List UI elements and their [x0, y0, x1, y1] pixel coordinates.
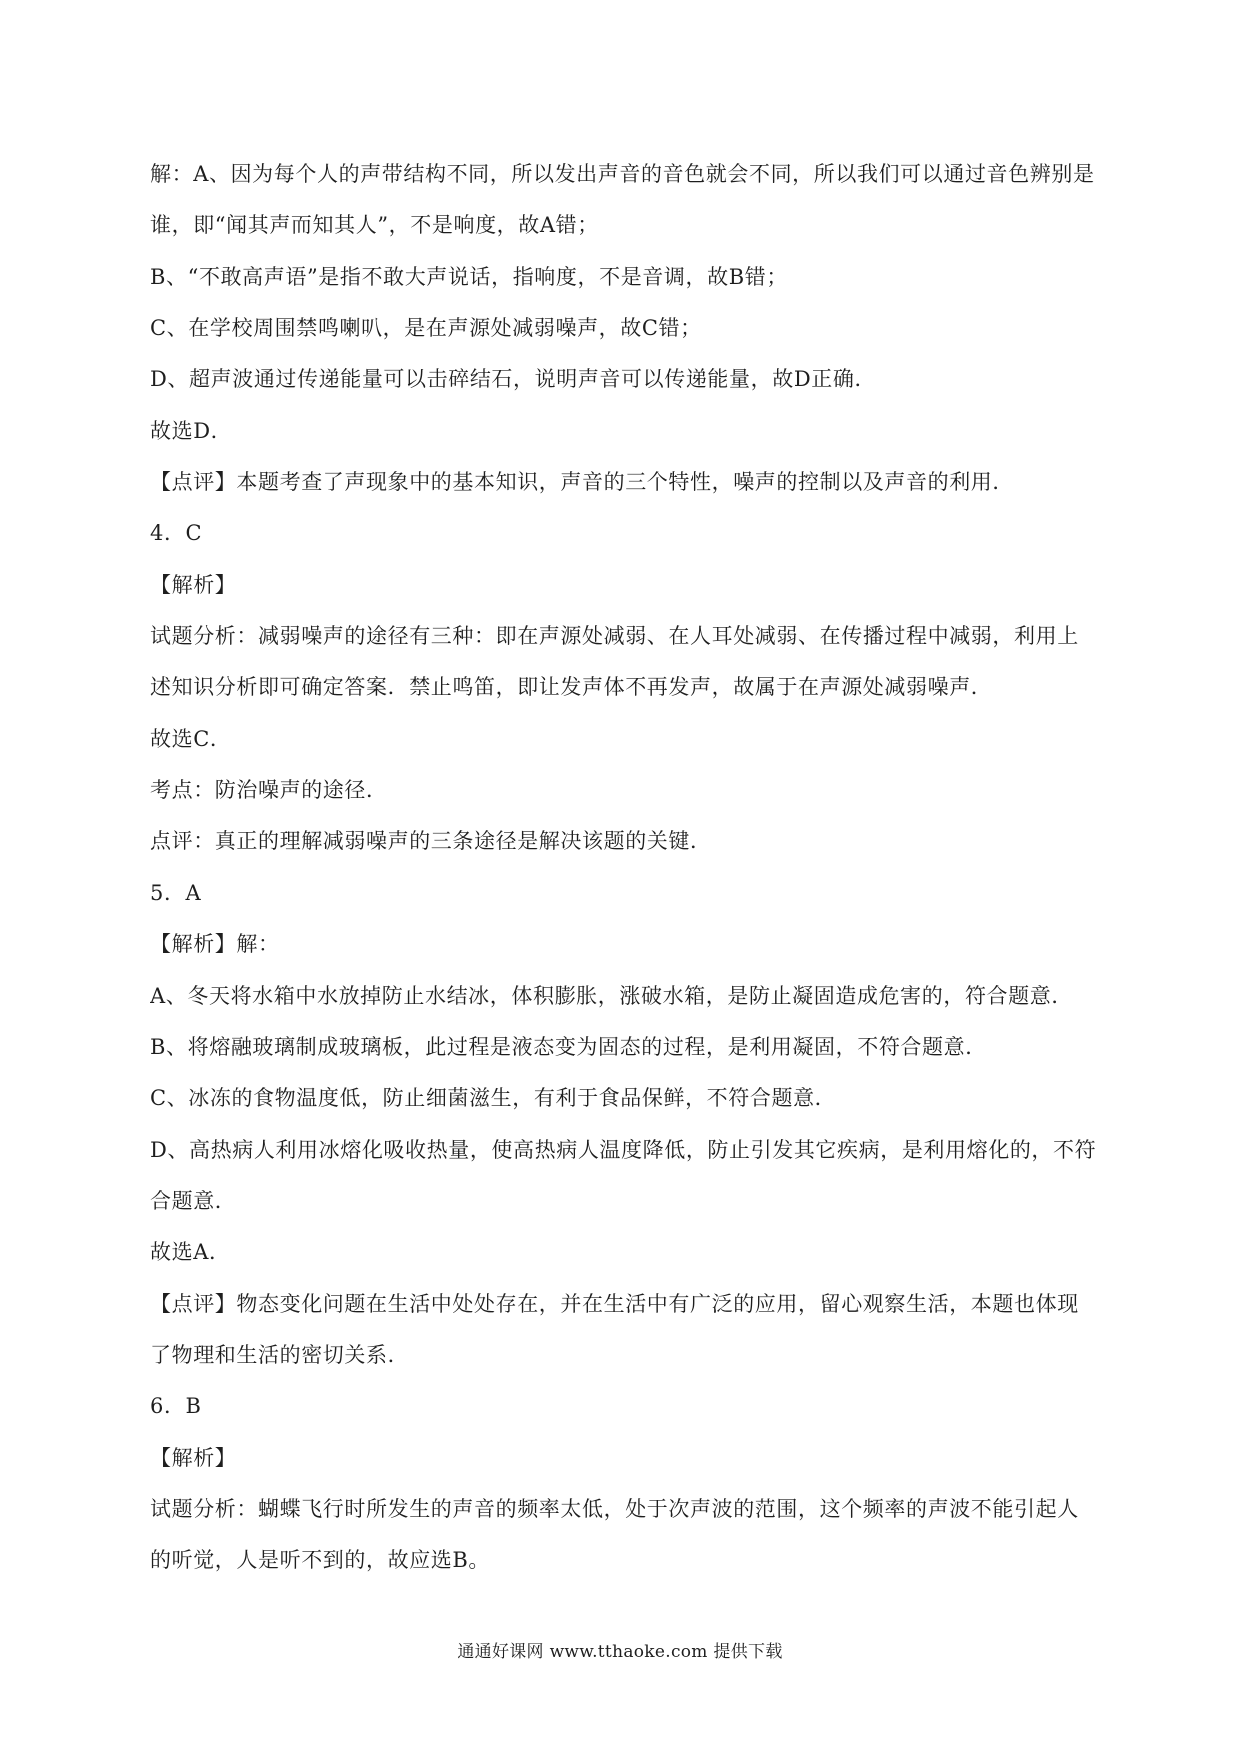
text-line: 的听觉，人是听不到的，故应选B。 [150, 1548, 491, 1573]
text-line: C、在学校周围禁鸣喇叭，是在声源处减弱噪声，故C错； [150, 316, 702, 341]
text-line: D、高热病人利用冰熔化吸收热量，使高热病人温度降低，防止引发其它疾病，是利用熔化的，不符 [150, 1137, 1097, 1162]
text-line: 述知识分析即可确定答案．禁止鸣笛，即让发声体不再发声，故属于在声源处减弱噪声． [150, 675, 993, 700]
text-line: 考点：防治噪声的途径． [150, 778, 388, 803]
text-line: 故选C． [150, 726, 232, 751]
text-line: 合题意． [150, 1188, 237, 1213]
page-footer: 通通好课网 www.tthaoke.com 提供下载 [457, 1642, 783, 1662]
text-line: 故选A． [150, 1240, 231, 1265]
text-line: A、冬天将水箱中水放掉防止水结冰，体积膨胀，涨破水箱，是防止凝固造成危害的，符合题意． [150, 983, 1073, 1008]
text-line: B、“不敢高声语”是指不敢大声说话，指响度，不是音调，故B错； [150, 264, 788, 289]
text-line: 解：A、因为每个人的声带结构不同，所以发出声音的音色就会不同，所以我们可以通过音色辨别是 [150, 162, 1095, 186]
text-line: 试题分析：减弱噪声的途径有三种：即在声源处减弱、在人耳处减弱、在传播过程中减弱，利用上 [150, 624, 1079, 649]
analysis-label: 【解析】 [150, 572, 237, 597]
text-line: 试题分析：蝴蝶飞行时所发生的声音的频率太低，处于次声波的范围，这个频率的声波不能引起人 [150, 1496, 1079, 1521]
text-line: C、冰冻的食物温度低，防止细菌滋生，有利于食品保鲜，不符合题意． [150, 1086, 837, 1111]
text-line: 谁，即“闻其声而知其人”，不是响度，故A错； [150, 213, 599, 238]
text-line: D、超声波通过传递能量可以击碎结石，说明声音可以传递能量，故D正确． [150, 367, 877, 392]
text-line: B、将熔融玻璃制成玻璃板，此过程是液态变为固态的过程，是利用凝固，不符合题意． [150, 1034, 987, 1059]
analysis-label: 【解析】解： [150, 932, 280, 957]
question-answer-heading: 6．B [150, 1394, 202, 1419]
text-line: 故选D． [150, 418, 233, 443]
comment-line: 【点评】物态变化问题在生活中处处存在，并在生活中有广泛的应用，留心观察生活，本题也体现 [150, 1291, 1079, 1316]
question-answer-heading: 5．A [150, 880, 202, 905]
text-line: 点评：真正的理解减弱噪声的三条途径是解决该题的关键． [150, 829, 712, 854]
comment-line: 【点评】本题考查了声现象中的基本知识，声音的三个特性，噪声的控制以及声音的利用． [150, 470, 1014, 495]
question-answer-heading: 4．C [150, 521, 203, 546]
document-body [150, 160, 1110, 1598]
analysis-label: 【解析】 [150, 1445, 237, 1470]
text-line: 了物理和生活的密切关系． [150, 1342, 410, 1367]
